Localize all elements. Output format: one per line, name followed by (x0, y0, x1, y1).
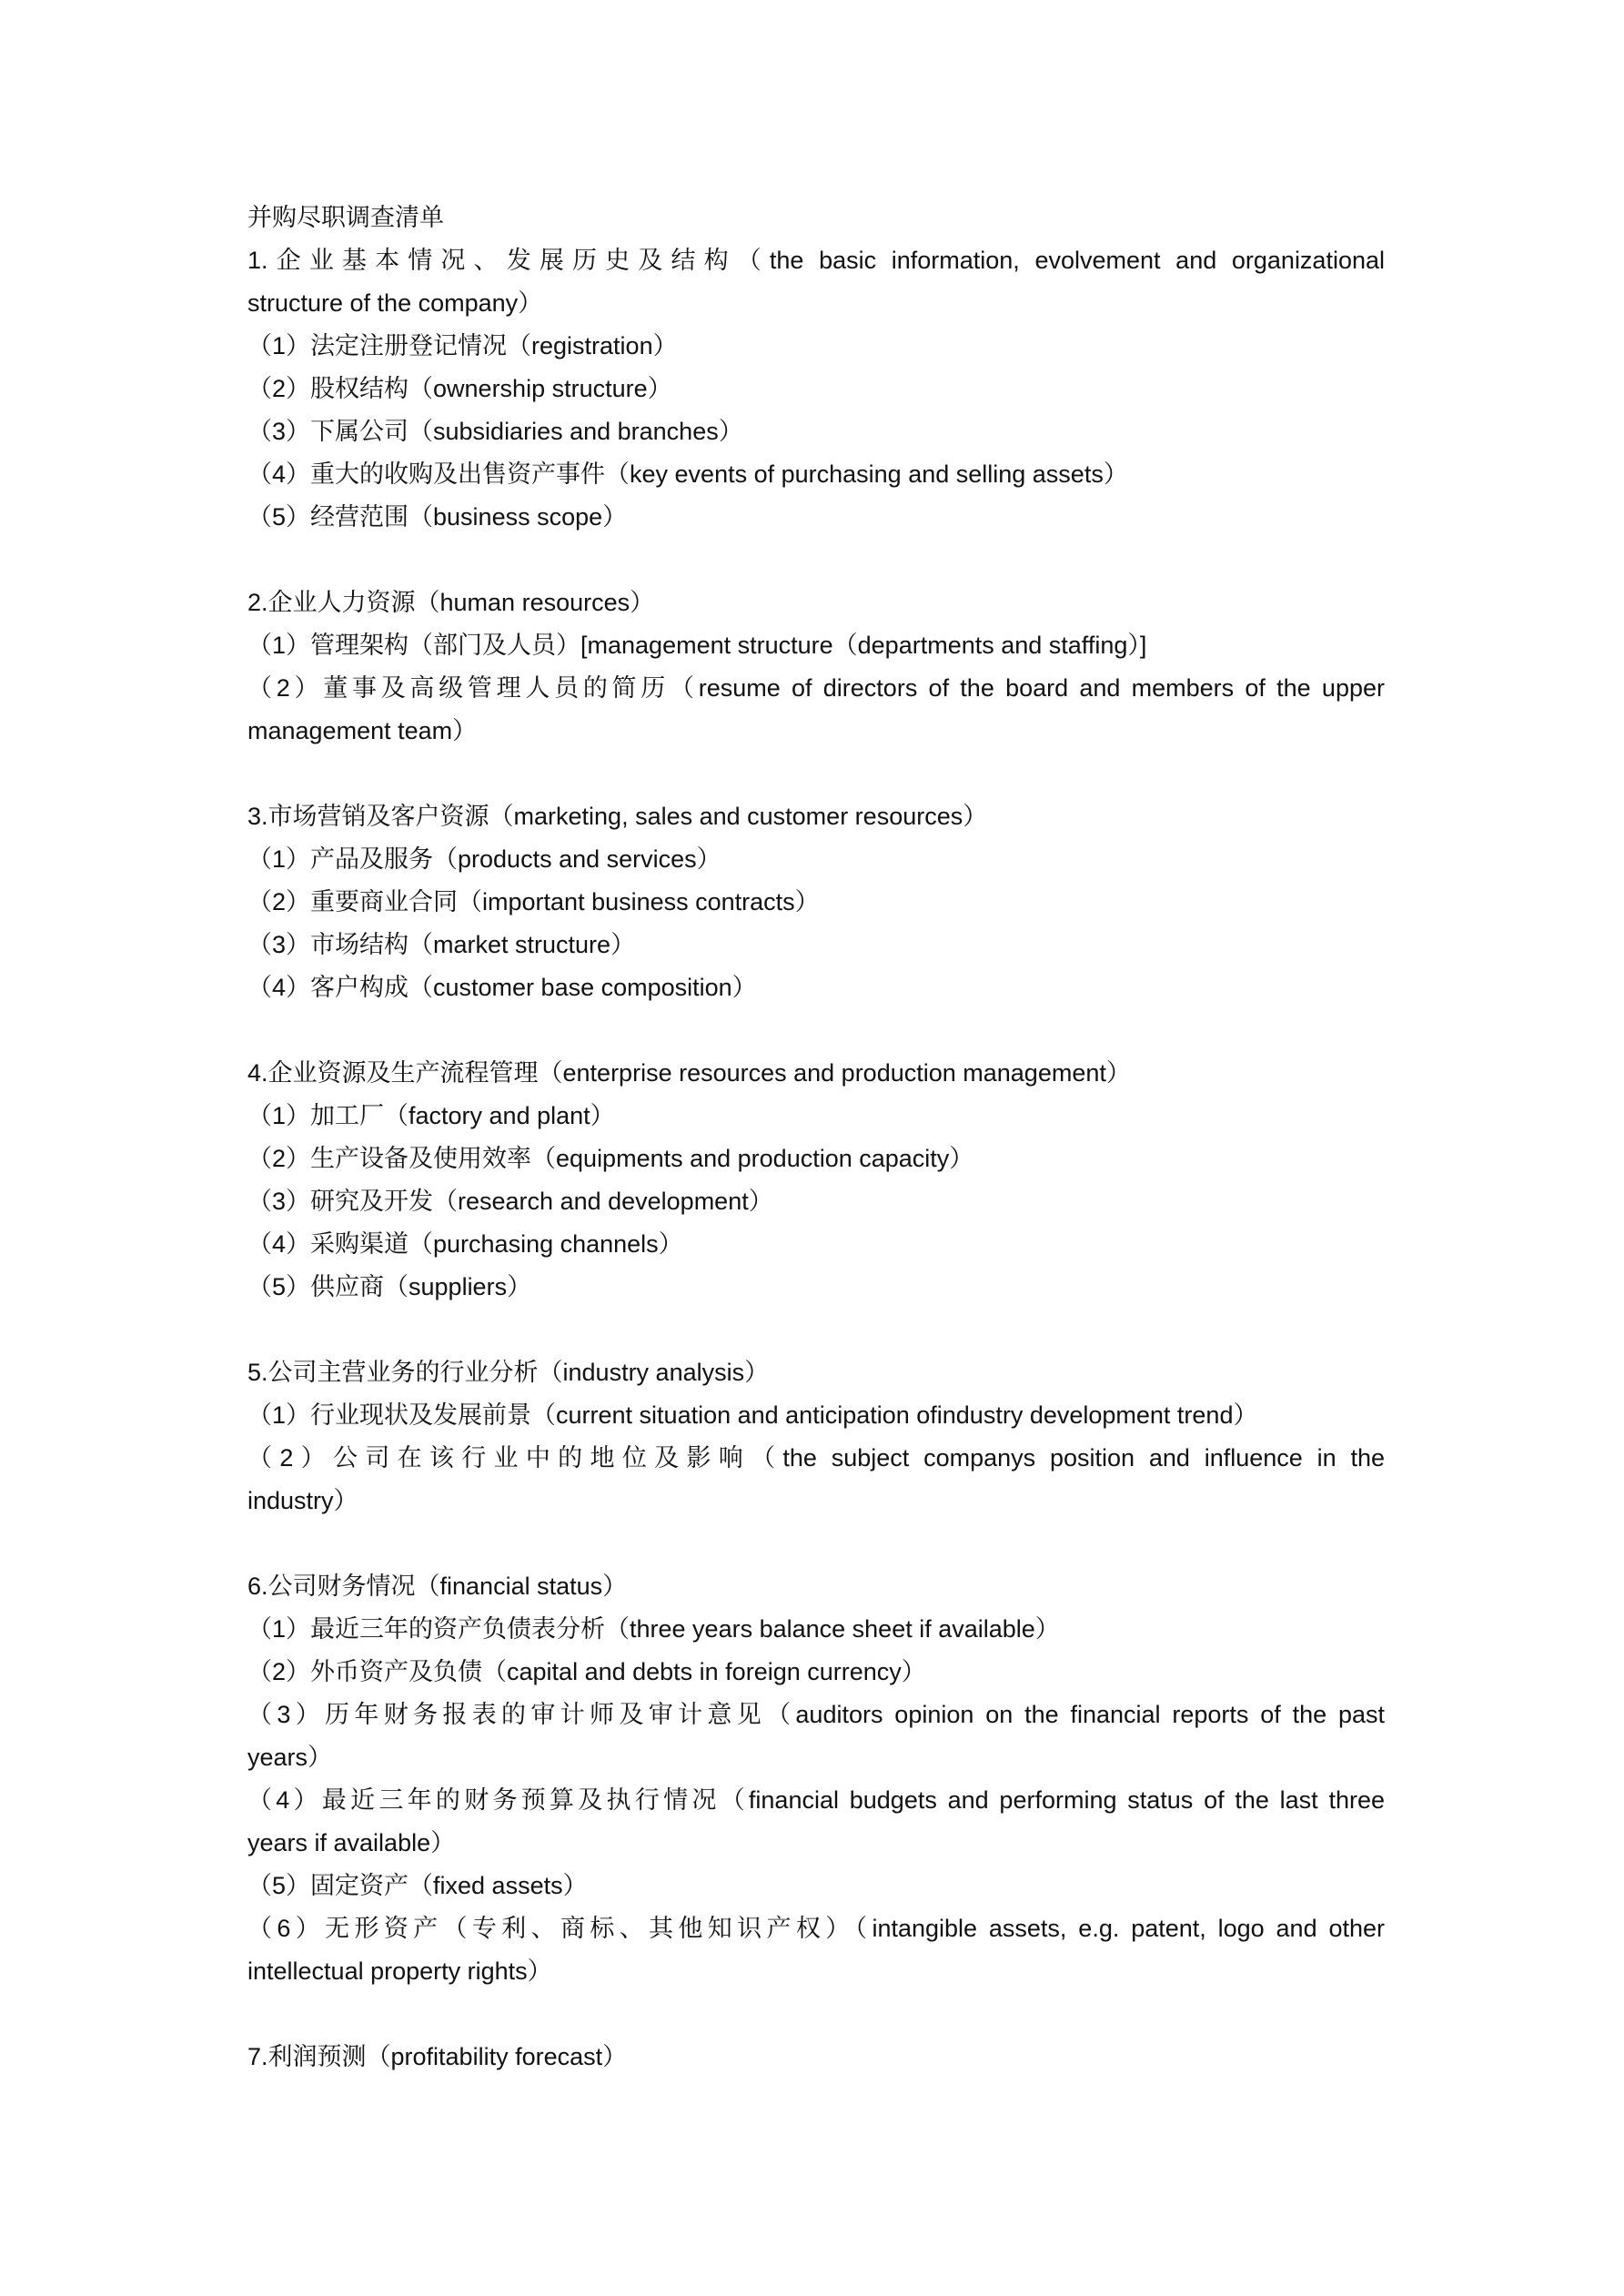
section-heading-continuation: structure of the company） (247, 289, 543, 317)
checklist-item: （3）研究及开发（research and development） (247, 1188, 773, 1215)
checklist-item: （1）产品及服务（products and services） (247, 845, 721, 873)
checklist-item: （3）下属公司（subsidiaries and branches） (247, 418, 743, 445)
section-heading: 2.企业人力资源（human resources） (247, 589, 655, 616)
blank-line (247, 1009, 1385, 1052)
checklist-item: （5）固定资产（fixed assets） (247, 1872, 588, 1899)
blank-line (247, 1993, 1385, 2036)
checklist-item-continuation: intellectual property rights） (247, 1957, 552, 1985)
checklist-item: （1）加工厂（factory and plant） (247, 1102, 615, 1129)
document-title: 并购尽职调查清单 (247, 204, 444, 231)
section-heading: 5.公司主营业务的行业分析（industry analysis） (247, 1359, 770, 1386)
blank-line (247, 1522, 1385, 1565)
document-body (247, 197, 1385, 2079)
checklist-item: （2）外币资产及负债（capital and debts in foreign currency） (247, 1658, 926, 1685)
checklist-item: （2）股权结构（ownership structure） (247, 375, 672, 402)
section-heading: 6.公司财务情况（financial status） (247, 1573, 628, 1600)
checklist-item: （2）重要商业合同（important business contracts） (247, 888, 820, 915)
checklist-item: （1）法定注册登记情况（registration） (247, 332, 678, 359)
blank-line (247, 1309, 1385, 1351)
checklist-item: （1）行业现状及发展前景（current situation and anticipation ofindustry development trend） (247, 1401, 1258, 1429)
checklist-item-continuation: years） (247, 1744, 333, 1771)
section-heading: 3.市场营销及客户资源（marketing, sales and customer resources） (247, 803, 988, 830)
section-heading: 4.企业资源及生产流程管理（enterprise resources and production management） (247, 1059, 1131, 1087)
checklist-item: （2）公司在该行业中的地位及影响（the subject companys position and influence in the (247, 1444, 1385, 1472)
checklist-item: （4）重大的收购及出售资产事件（key events of purchasing and selling assets） (247, 460, 1128, 488)
checklist-item: （1）最近三年的资产负债表分析（three years balance sheet if available） (247, 1615, 1060, 1643)
blank-line (247, 539, 1385, 582)
checklist-item: （4）客户构成（customer base composition） (247, 974, 757, 1001)
checklist-item: （6）无形资产（专利、商标、其他知识产权）（intangible assets, e.g. patent, logo and other (247, 1915, 1385, 1942)
checklist-item: （5）供应商（suppliers） (247, 1273, 532, 1300)
checklist-item-continuation: industry） (247, 1487, 358, 1514)
section-heading: 1.企业基本情况、发展历史及结构（the basic information, evolvement and organizational (247, 247, 1385, 274)
checklist-item: （4）最近三年的财务预算及执行情况（financial budgets and performing status of the last three (247, 1786, 1385, 1814)
checklist-item-continuation: years if available） (247, 1829, 456, 1856)
checklist-item: （2）董事及高级管理人员的简历（resume of directors of the board and members of the upper (247, 674, 1385, 702)
checklist-item-continuation: management team） (247, 717, 478, 744)
checklist-item: （2）生产设备及使用效率（equipments and production capacity） (247, 1145, 974, 1172)
section-heading: 7.利润预测（profitability forecast） (247, 2043, 628, 2070)
checklist-item: （5）经营范围（business scope） (247, 503, 628, 531)
checklist-item: （4）采购渠道（purchasing channels） (247, 1230, 683, 1258)
checklist-item: （3）市场结构（market structure） (247, 931, 636, 958)
checklist-item: （1）管理架构（部门及人员）[management structure（departments and staffing）] (247, 632, 1147, 659)
checklist-item: （3）历年财务报表的审计师及审计意见（auditors opinion on the financial reports of the past (247, 1701, 1385, 1728)
blank-line (247, 753, 1385, 795)
